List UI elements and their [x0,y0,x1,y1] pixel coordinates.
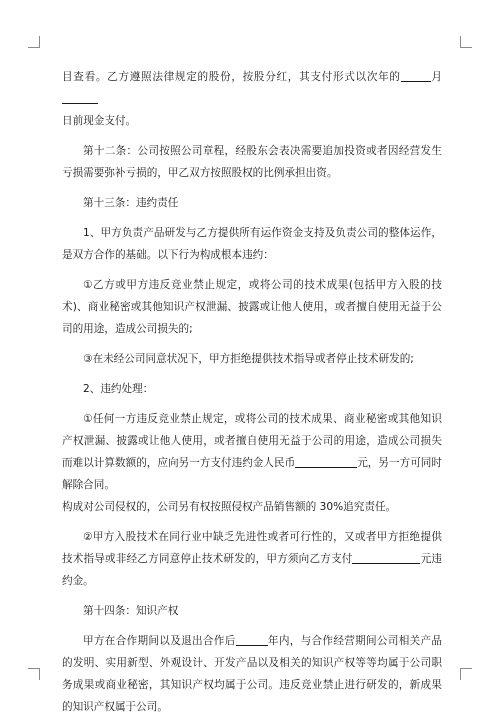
crop-mark-bottom-left [28,668,40,680]
blank-years-field [236,632,268,646]
heading-breach-handling: 2、违约处理： [83,383,154,395]
blank-year-field [401,68,431,82]
blank-penalty-amount [295,454,357,468]
paragraph-breach-basis: 1、甲方负责产品研发与乙方提供所有运作资金支持及负责公司的整体运作，是双方合作的基础。以下行为构成根本违约： [62,227,442,261]
paragraph-infringement: 构成对公司侵权的，公司另有权按照侵权产品销售额的 30%追究责任。 [62,501,397,513]
paragraph-breach-item-1: ①乙方或甲方违反竞业禁止规定，或将公司的技术成果(包括甲方入股的技术)、商业秘密或其他知识产权泄漏、披露或让他人使用，或者擅自使用无益于公司的用途，造成公司损失的; [62,279,442,335]
heading-article-14: 第十四条：知识产权 [83,605,179,617]
crop-mark-top-right [460,36,472,48]
paragraph-handling-item-2: ②甲方入股技术在同行业中缺乏先进性或者可行性的，又或者甲方拒绝提供技术指导或非经乙方同意停止技术研发的，甲方须向乙方支付 元违约金。 [62,531,443,587]
paragraph-dividend: 目查看。乙方遵照法律规定的股份，按股分红，其支付形式以次年的 月 日前现金支付。 [62,66,442,132]
blank-penalty-amount-2 [352,550,420,564]
heading-article-13: 第十三条：违约责任 [83,197,179,209]
blank-month-field [62,90,98,104]
paragraph-article-12: 第十二条：公司按照公司章程，经股东会表决需要追加投资或者因经营发生亏损需要弥补亏损的，甲乙双方按照股权的比例承担出资。 [62,145,442,179]
paragraph-breach-item-3: ③在未经公司同意状况下，甲方拒绝提供技术指导或者停止技术研发的; [83,353,414,365]
document-body [62,66,442,726]
crop-mark-top-left [28,36,40,48]
paragraph-ip: 甲方在合作期间以及退出合作后 年内，与合作经营期间公司相关产品的发明、实用新型、外观设计、开发产品以及相关的知识产权等等均属于公司职务成果或商业秘密，其知识产权均属于公司。违反竞业禁止进行研发的，新成果的知识产权属于公司。 [62,630,442,718]
crop-mark-bottom-right [460,668,472,680]
paragraph-handling-item-1: ①任何一方违反竞业禁止规定，或将公司的技术成果、商业秘密或其他知识产权泄漏、披露或让他人使用，或者擅自使用无益于公司的用途，造成公司损失而难以计算数额的，应向另一方支付违约金人民币 元，另一方可同时解除合同。 [62,413,443,491]
